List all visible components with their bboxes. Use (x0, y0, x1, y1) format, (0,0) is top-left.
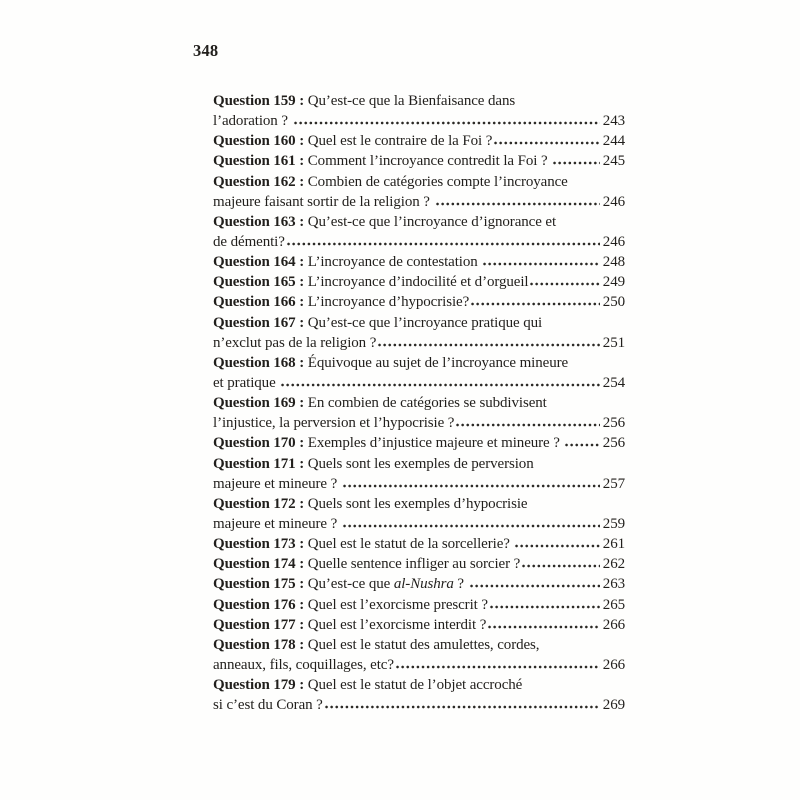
toc-line (213, 192, 625, 212)
toc-text-segment: Question 169 : (213, 395, 308, 412)
toc-text-segment: Quels sont les exemples de perversion (307, 455, 534, 472)
toc-entry (213, 172, 625, 212)
toc-text-segment: Question 166 : (213, 294, 308, 311)
toc-text-segment: Quel est le contraire de la Foi ? (307, 133, 493, 150)
toc-entry (213, 212, 625, 252)
toc-entry (213, 292, 625, 312)
toc-text-segment: Équivoque au sujet de l’incroyance mineure (307, 354, 569, 371)
toc-line (213, 111, 625, 131)
entry-page-number: 251 (602, 334, 625, 351)
toc-text-segment: Combien de catégories compte l’incroyance (307, 173, 568, 190)
toc-text-segment: majeure et mineure ? (213, 515, 341, 532)
toc-entry (213, 574, 625, 594)
dotted-leader (482, 255, 599, 266)
dotted-leader (487, 618, 600, 629)
toc-text-segment: Question 163 : (213, 213, 308, 230)
toc-text-segment: al-Nushra (393, 576, 454, 593)
dotted-leader (514, 537, 599, 548)
toc-entry (213, 272, 625, 292)
toc-text-segment: Qu’est-ce que la Bienfaisance dans (307, 93, 516, 109)
toc-entry (213, 534, 625, 554)
toc-text-segment: de démenti? (213, 233, 285, 250)
entry-page-number: 266 (602, 656, 625, 673)
toc-text-segment: Qu’est-ce que l’incroyance pratique qui (307, 314, 543, 331)
toc-line (213, 454, 625, 474)
dotted-leader (286, 235, 600, 246)
toc-entry (213, 131, 625, 151)
dotted-leader (469, 577, 600, 588)
toc-entry (213, 635, 625, 675)
toc-line (213, 373, 625, 393)
dotted-leader (564, 436, 599, 447)
dotted-leader (552, 154, 600, 165)
dotted-leader (493, 134, 599, 145)
toc-text-segment: Quel est l’exorcisme interdit ? (307, 616, 487, 633)
toc-line (213, 393, 625, 413)
toc-text-segment: Qu’est-ce que (307, 576, 394, 593)
dotted-leader (435, 195, 600, 206)
entry-page-number: 266 (602, 616, 625, 633)
toc-line (213, 91, 625, 111)
table-of-contents (213, 91, 625, 715)
entry-page-number: 259 (602, 515, 625, 532)
toc-text-segment: anneaux, fils, coquillages, etc? (213, 656, 394, 673)
entry-page-number: 257 (602, 475, 625, 492)
entry-page-number: 249 (602, 274, 625, 291)
dotted-leader (293, 114, 600, 125)
toc-text-segment: Quel est le statut de l’objet accroché (307, 677, 523, 694)
toc-line (213, 695, 625, 715)
toc-line (213, 514, 625, 534)
toc-text-segment: Quel est l’exorcisme prescrit ? (307, 596, 488, 613)
toc-text-segment: Question 172 : (213, 495, 308, 512)
toc-entry (213, 675, 625, 715)
toc-text-segment: et pratique (213, 374, 280, 391)
toc-line (213, 333, 625, 353)
toc-text-segment: Question 168 : (213, 354, 308, 371)
toc-text-segment: l’adoration ? (213, 113, 292, 130)
dotted-leader (455, 416, 599, 427)
toc-text-segment: Question 177 : (213, 616, 308, 633)
toc-entry (213, 91, 625, 131)
toc-line (213, 675, 625, 695)
toc-text-segment: L’incroyance d’hypocrisie? (307, 294, 470, 311)
toc-line (213, 615, 625, 635)
toc-entry (213, 313, 625, 353)
toc-text-segment: Question 170 : (213, 435, 308, 452)
toc-text-segment: Question 171 : (213, 455, 308, 472)
entry-page-number: 265 (602, 596, 625, 613)
dotted-leader (529, 275, 599, 286)
entry-page-number: 254 (602, 374, 625, 391)
entry-page-number: 245 (602, 153, 625, 170)
toc-entry (213, 393, 625, 433)
toc-line (213, 433, 625, 453)
dotted-leader (377, 336, 600, 347)
dotted-leader (489, 598, 600, 609)
entry-page-number: 256 (602, 435, 625, 452)
dotted-leader (521, 557, 600, 568)
toc-text-segment: Question 176 : (213, 596, 308, 613)
toc-text-segment: Quel est le statut des amulettes, cordes, (307, 636, 540, 653)
toc-entry (213, 494, 625, 534)
toc-text-segment: Question 164 : (213, 254, 308, 271)
toc-text-segment: Qu’est-ce que l’incroyance d’ignorance et (307, 213, 557, 230)
toc-entry (213, 353, 625, 393)
dotted-leader (324, 698, 600, 709)
toc-line (213, 272, 625, 292)
entry-page-number: 250 (602, 294, 625, 311)
entry-page-number: 262 (602, 556, 625, 573)
dotted-leader (280, 376, 600, 387)
toc-line (213, 232, 625, 252)
toc-text-segment: n’exclut pas de la religion ? (213, 334, 377, 351)
entry-page-number: 248 (602, 254, 625, 271)
toc-line (213, 212, 625, 232)
toc-text-segment: Question 175 : (213, 576, 308, 593)
toc-text-segment: ? (453, 576, 468, 593)
entry-page-number: 244 (602, 133, 625, 150)
toc-text-segment: Quel est le statut de la sorcellerie? (307, 536, 514, 553)
toc-line (213, 494, 625, 514)
toc-text-segment: L’incroyance de contestation (307, 254, 482, 271)
toc-entry (213, 595, 625, 615)
toc-text-segment: Question 167 : (213, 314, 308, 331)
toc-text-segment: Question 178 : (213, 636, 308, 653)
toc-entry (213, 151, 625, 171)
toc-text-segment: si c’est du Coran ? (213, 697, 323, 714)
toc-line (213, 172, 625, 192)
toc-text-segment: En combien de catégories se subdivisent (307, 395, 547, 412)
toc-line (213, 655, 625, 675)
page-number-header: 348 (193, 41, 219, 60)
toc-text-segment: majeure et mineure ? (213, 475, 341, 492)
toc-text-segment: Question 160 : (213, 133, 308, 150)
toc-text-segment: l’injustice, la perversion et l’hypocrisie ? (213, 415, 455, 432)
toc-entry (213, 454, 625, 494)
toc-line (213, 151, 625, 171)
toc-text-segment: Question 159 : (213, 93, 308, 109)
toc-text-segment: L’incroyance d’indocilité et d’orgueil (307, 274, 529, 291)
toc-line (213, 292, 625, 312)
toc-line (213, 313, 625, 333)
toc-entry (213, 252, 625, 272)
entry-page-number: 261 (602, 536, 625, 553)
toc-entry (213, 615, 625, 635)
dotted-leader (470, 295, 600, 306)
toc-text-segment: Quelle sentence infliger au sorcier ? (307, 556, 521, 573)
toc-line (213, 554, 625, 574)
toc-entry (213, 433, 625, 453)
toc-line (213, 131, 625, 151)
dotted-leader (395, 658, 600, 669)
toc-text-segment: Question 173 : (213, 536, 308, 553)
entry-page-number: 246 (602, 233, 625, 250)
toc-line (213, 413, 625, 433)
dotted-leader (342, 477, 600, 488)
toc-text-segment: Question 165 : (213, 274, 308, 291)
toc-line (213, 534, 625, 554)
toc-entry (213, 554, 625, 574)
toc-line (213, 595, 625, 615)
entry-page-number: 256 (602, 415, 625, 432)
toc-text-segment: Question 174 : (213, 556, 308, 573)
toc-text-segment: Exemples d’injustice majeure et mineure ? (307, 435, 564, 452)
toc-text-segment: Question 179 : (213, 677, 308, 694)
toc-line (213, 252, 625, 272)
toc-text-segment: Comment l’incroyance contredit la Foi ? (307, 153, 552, 170)
entry-page-number: 269 (602, 697, 625, 714)
entry-page-number: 263 (602, 576, 625, 593)
toc-line (213, 574, 625, 594)
toc-text-segment: majeure faisant sortir de la religion ? (213, 193, 434, 210)
toc-text-segment: Question 162 : (213, 173, 308, 190)
toc-text-segment: Quels sont les exemples d’hypocrisie (307, 495, 528, 512)
toc-line (213, 635, 625, 655)
toc-text-segment: Question 161 : (213, 153, 308, 170)
dotted-leader (342, 517, 600, 528)
entry-page-number: 243 (602, 113, 625, 130)
entry-page-number: 246 (602, 193, 625, 210)
toc-line (213, 353, 625, 373)
toc-line (213, 474, 625, 494)
